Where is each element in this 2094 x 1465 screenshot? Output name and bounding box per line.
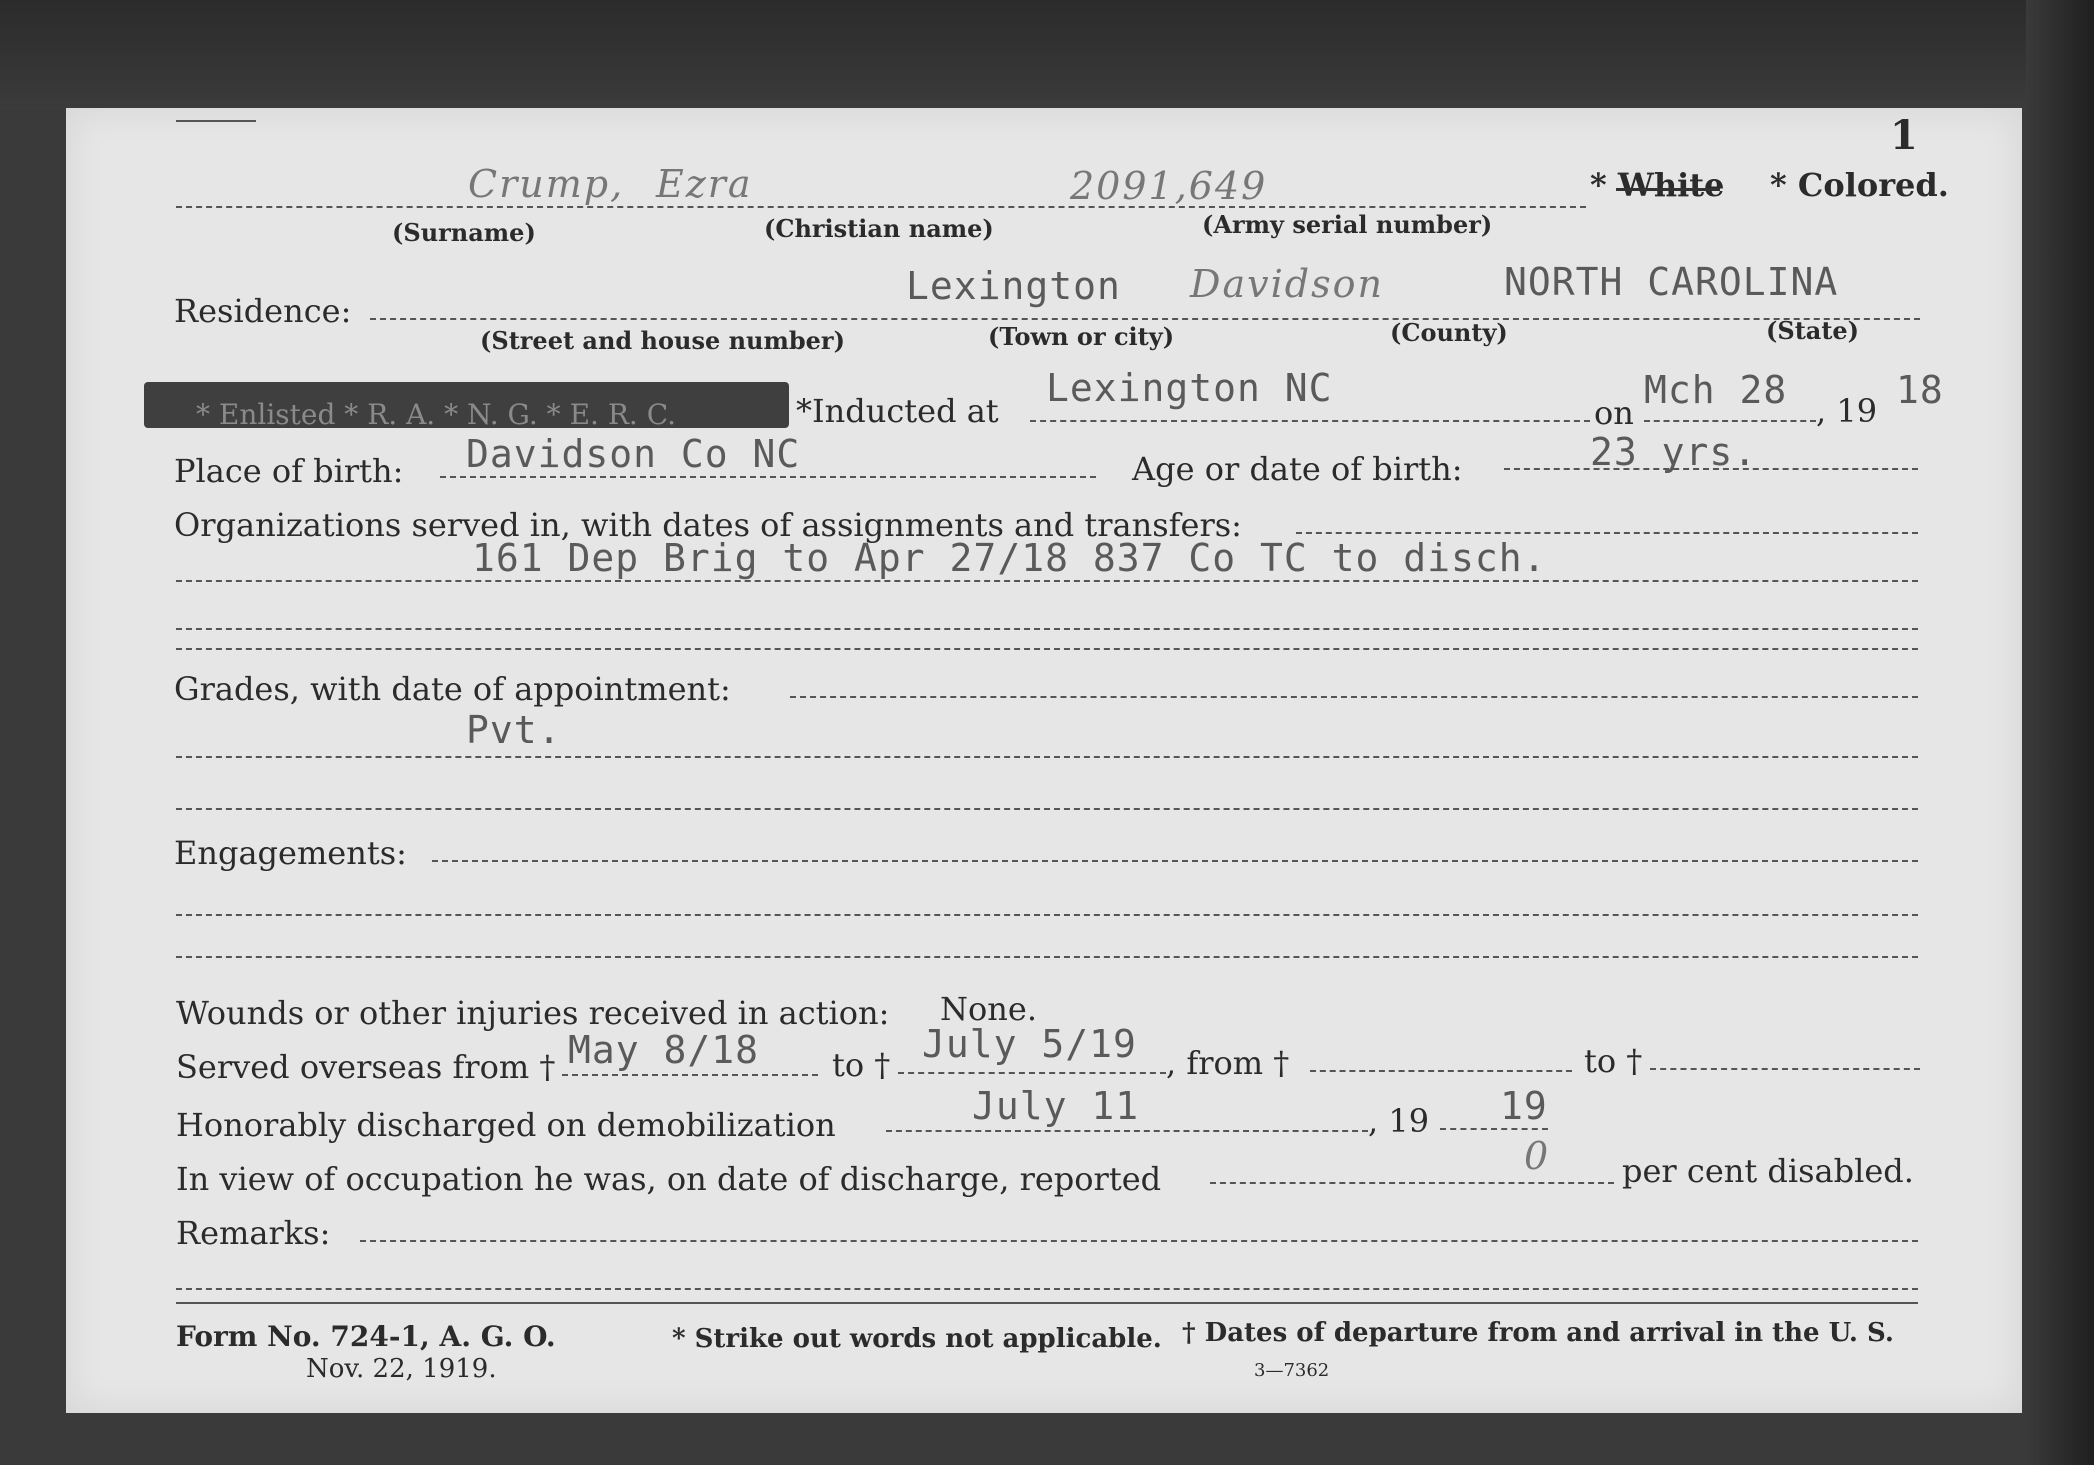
engagements-label: Engagements: (174, 834, 407, 872)
name-line (176, 206, 1586, 208)
strike-out-note: * Strike out words not applicable. (672, 1324, 1162, 1354)
age-label: Age or date of birth: (1132, 450, 1463, 488)
white-option: * White (1590, 166, 1725, 204)
engagements-line-1 (432, 860, 1918, 862)
organizations-line-2 (176, 580, 1918, 582)
induction-date-line (1644, 420, 1816, 422)
overseas-to2-line (1650, 1068, 1920, 1070)
inducted-at-value: Lexington NC (1046, 366, 1333, 410)
overseas-to-line (898, 1072, 1166, 1074)
colored-option: * Colored. (1770, 166, 1949, 204)
christian-name-value: Ezra (656, 162, 753, 206)
remarks-line-2 (176, 1288, 1918, 1290)
serial-number-value: 2091,649 (1070, 164, 1268, 208)
place-of-birth-value: Davidson Co NC (466, 432, 801, 476)
induction-date-value: Mch 28 (1644, 368, 1788, 412)
street-caption: (Street and house number) (480, 326, 845, 355)
discharge-date-line (886, 1130, 1368, 1132)
grades-line-2 (176, 756, 1918, 758)
disability-value: 0 (1524, 1134, 1551, 1178)
place-of-birth-line (440, 476, 1096, 478)
overseas-from-value: May 8/18 (568, 1028, 760, 1072)
residence-town-value: Lexington (906, 264, 1121, 308)
overseas-from-label: Served overseas from † (176, 1048, 556, 1086)
age-line (1504, 468, 1918, 470)
inducted-at-line (1030, 420, 1590, 422)
christian-name-caption: (Christian name) (764, 214, 994, 243)
overseas-from-line (562, 1074, 818, 1076)
page-number: 1 (1890, 112, 1918, 159)
grades-value: Pvt. (466, 708, 562, 752)
residence-label: Residence: (174, 292, 352, 330)
scanner-background-right (2026, 0, 2094, 1465)
engagements-line-2 (176, 914, 1918, 916)
grades-label: Grades, with date of appointment: (174, 670, 731, 708)
disability-line (1210, 1182, 1614, 1184)
organizations-line-3 (176, 628, 1918, 630)
county-caption: (County) (1390, 318, 1508, 347)
surname-value: Crump, (468, 162, 625, 206)
residence-state-value: NORTH CAROLINA (1504, 260, 1839, 304)
scanner-background-top (0, 0, 2094, 110)
town-caption: (Town or city) (988, 322, 1175, 351)
organizations-line-4 (176, 648, 1918, 650)
white-strikethrough (1616, 188, 1720, 191)
wounds-value: None. (940, 990, 1037, 1028)
induction-year-prefix: , 19 (1816, 392, 1878, 430)
grades-line-1 (790, 696, 1918, 698)
disability-label: In view of occupation he was, on date of discharge, reported (176, 1160, 1162, 1198)
place-of-birth-label: Place of birth: (174, 452, 404, 490)
organizations-value: 161 Dep Brig to Apr 27/18 837 Co TC to disch. (472, 536, 1547, 580)
footer-rule (176, 1302, 1918, 1304)
age-value: 23 yrs. (1590, 430, 1758, 474)
discharge-label: Honorably discharged on demobilization (176, 1106, 836, 1144)
organizations-label: Organizations served in, with dates of assignments and transfers: (174, 506, 1242, 544)
organizations-line-1 (1296, 532, 1918, 534)
discharge-date-value: July 11 (972, 1084, 1140, 1128)
form-number: Form No. 724-1, A. G. O. (176, 1320, 556, 1353)
discharge-year-value: 19 (1500, 1084, 1548, 1128)
top-left-rule (176, 120, 256, 122)
overseas-from2-label: , from † (1166, 1044, 1290, 1082)
dagger-note: † Dates of departure from and arrival in the U. S. (1182, 1318, 1894, 1348)
remarks-label: Remarks: (176, 1214, 331, 1252)
overseas-from2-line (1310, 1070, 1572, 1072)
wounds-label: Wounds or other injuries received in action: (176, 994, 890, 1032)
overseas-to-label: to † (832, 1046, 891, 1084)
overseas-to2-label: to † (1584, 1042, 1643, 1080)
discharge-year-line (1440, 1128, 1548, 1130)
residence-line (370, 318, 1920, 320)
state-caption: (State) (1766, 316, 1860, 345)
residence-county-value: Davidson (1190, 262, 1384, 306)
discharge-year-prefix: , 19 (1368, 1102, 1430, 1140)
overseas-to-value: July 5/19 (922, 1022, 1137, 1066)
serial-number-caption: (Army serial number) (1202, 210, 1493, 239)
induction-year-value: 18 (1896, 368, 1944, 412)
grades-line-3 (176, 808, 1918, 810)
inducted-on-label: on (1594, 394, 1634, 432)
print-code: 3—7362 (1254, 1360, 1330, 1381)
engagements-line-3 (176, 956, 1918, 958)
remarks-line-1 (360, 1240, 1918, 1242)
inducted-at-label: *Inducted at (796, 392, 999, 430)
enlisted-options: * Enlisted * R. A. * N. G. * E. R. C. (196, 398, 677, 431)
surname-caption: (Surname) (392, 218, 536, 247)
form-date: Nov. 22, 1919. (306, 1354, 497, 1384)
disability-suffix: per cent disabled. (1622, 1152, 1914, 1190)
